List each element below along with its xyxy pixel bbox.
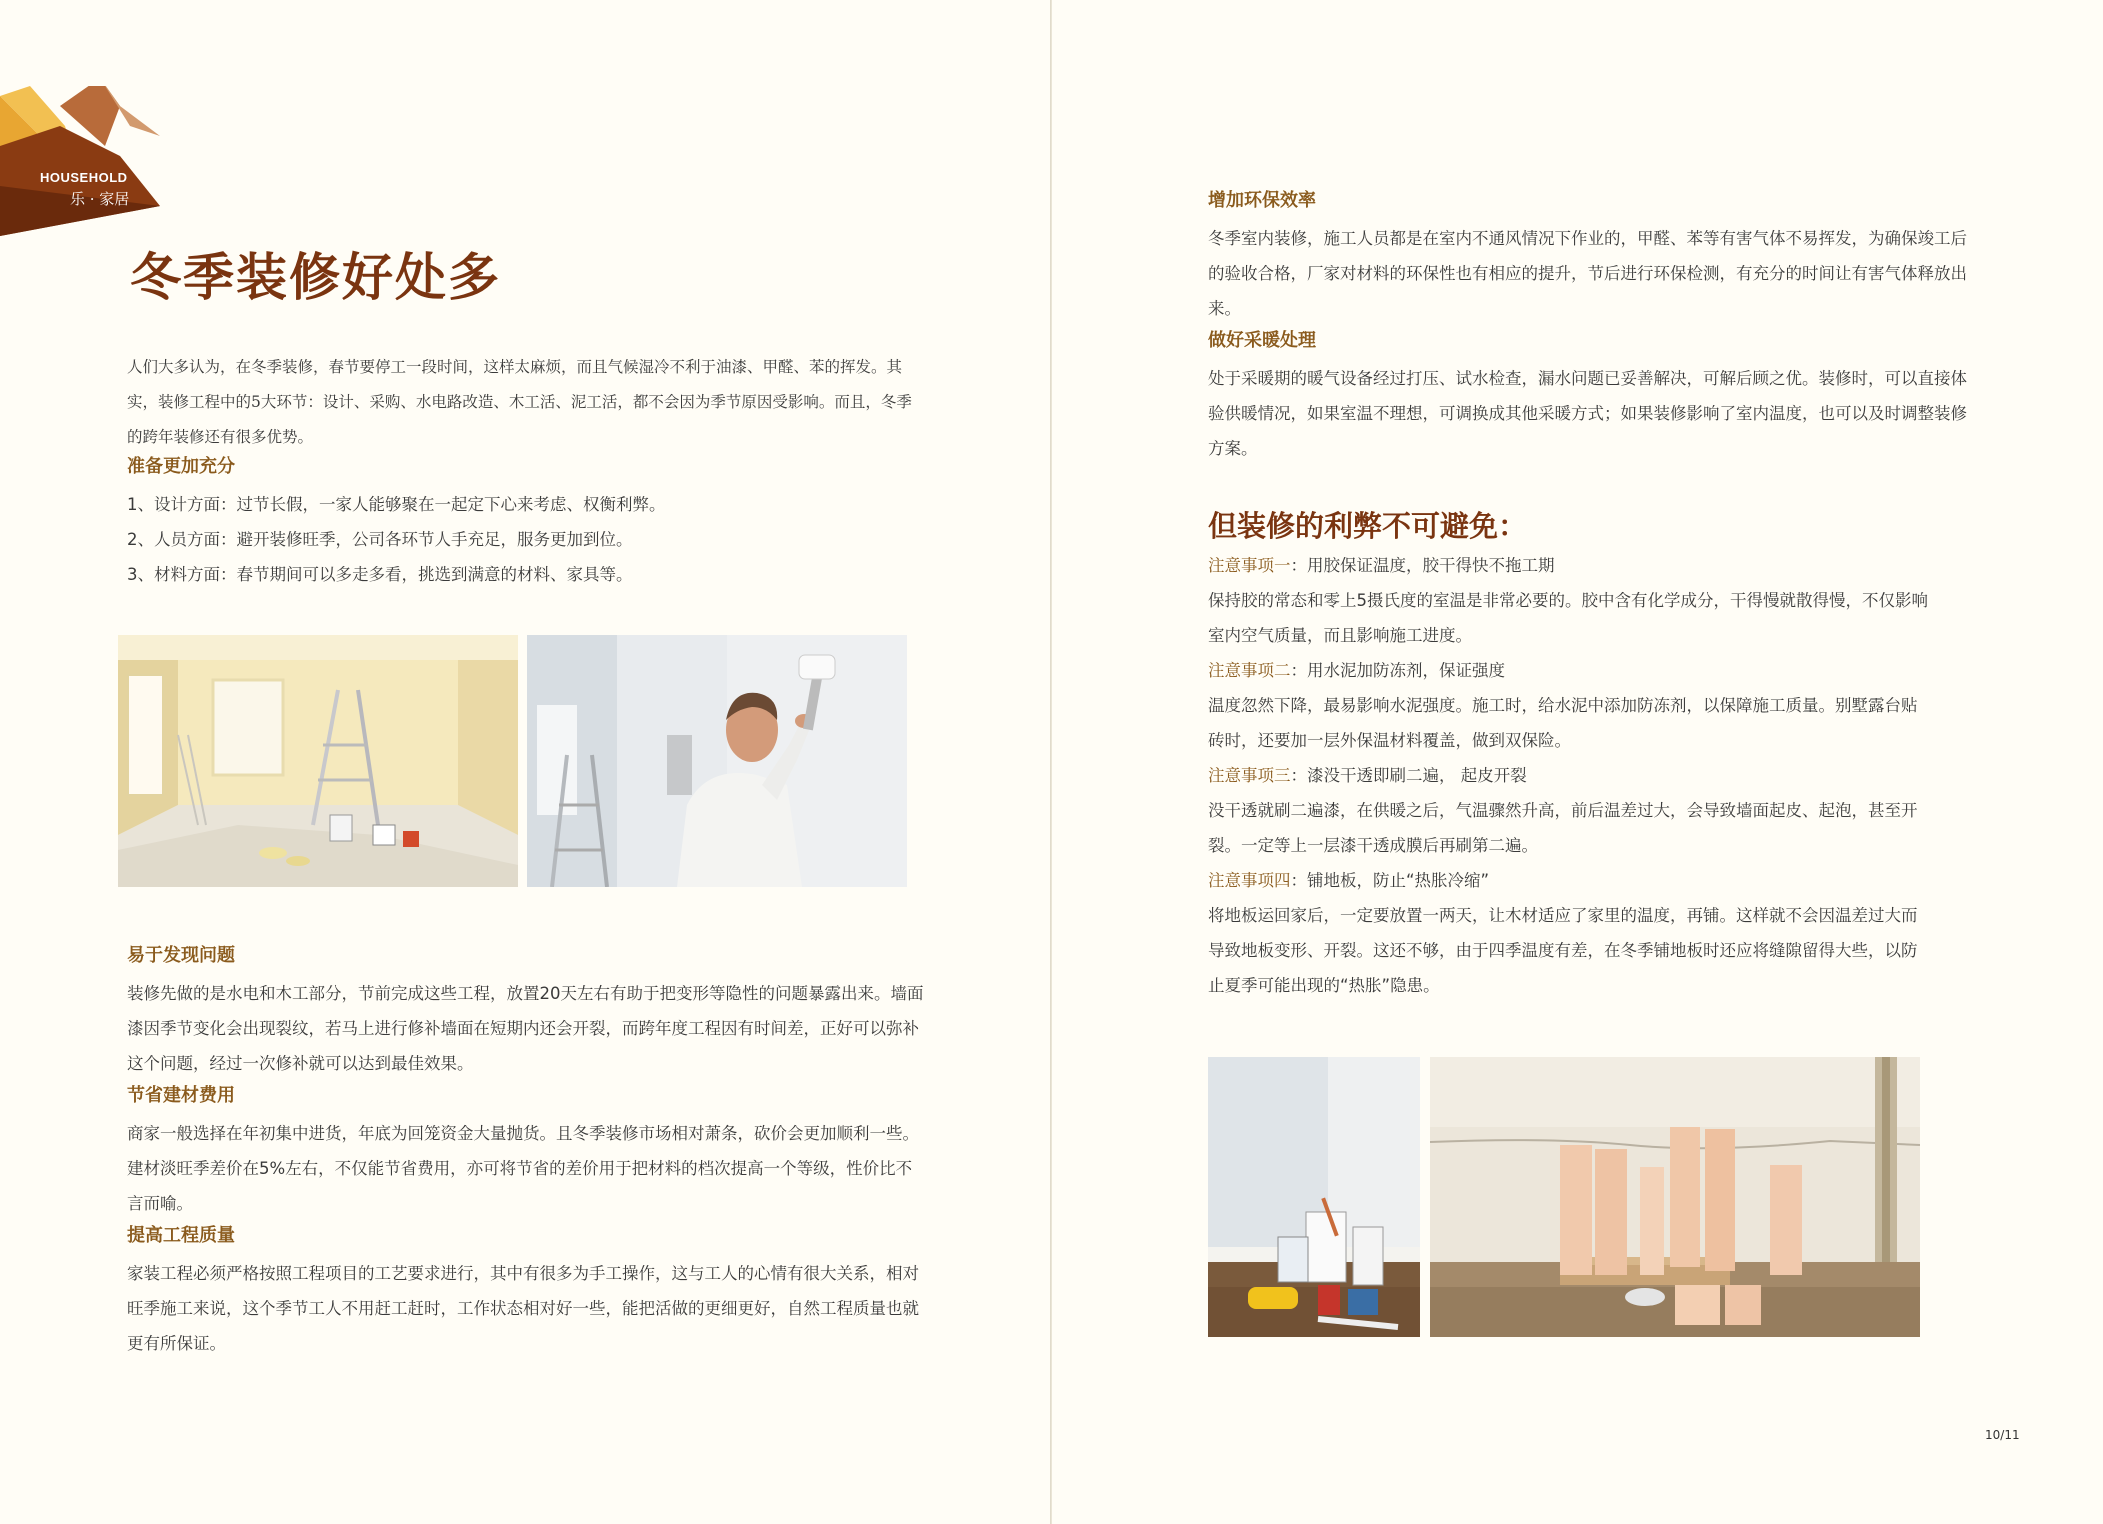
section-heading-find-problems: 易于发现问题 <box>127 945 235 966</box>
note-3-title <box>1208 758 1928 793</box>
note-3-title-text: ：漆没干透即刷二遍， 起皮开裂 <box>1290 766 1527 785</box>
note-1-label: 注意事项一 <box>1208 556 1291 575</box>
find-problems-paragraph: 装修先做的是水电和木工部分，节前完成这些工程，放置20天左右有助于把变形等隐性的问题暴露出来。墙面漆因季节变化会出现裂纹，若马上进行修补墙面在短期内还会开裂，而跨年度工程因有时间差，正好可以弥补这个问题，经过一次修补就可以达到最佳效果。 <box>127 984 924 1073</box>
note-4-label: 注意事项四 <box>1208 871 1291 890</box>
save-costs-paragraph: 商家一般选择在年初集中进货，年底为回笼资金大量抛货。且冬季装修市场相对萧条，砍价会更加顺利一些。建材淡旺季差价在5%左右，不仅能节省费用，亦可将节省的差价用于把材料的档次提高一个等级，性价比不言而喻。 <box>127 1124 919 1213</box>
note-4-title <box>1208 863 1928 898</box>
note-1-title-text: ：用胶保证温度，胶干得快不拖工期 <box>1290 556 1555 575</box>
note-3-label: 注意事项三 <box>1208 766 1291 785</box>
section-heading-heating: 做好采暖处理 <box>1208 330 1316 351</box>
section-heading-eco: 增加环保效率 <box>1208 190 1316 211</box>
prepare-item-design: 1、设计方面：过节长假，一家人能够聚在一起定下心来考虑、权衡利弊。 <box>127 495 666 514</box>
heating-paragraph: 处于采暖期的暖气设备经过打压、试水检查，漏水问题已妥善解决，可解后顾之优。装修时，可以直接体验供暖情况，如果室温不理想，可调换成其他采暖方式；如果装修影响了室内温度，也可以及时调整装修方案。 <box>1208 369 1967 458</box>
page-number: 10/11 <box>1985 1428 2020 1442</box>
page-title: 冬季装修好处多 <box>130 248 502 308</box>
photo-wooden-boards <box>1430 1057 1920 1337</box>
note-4-title-text: ：铺地板，防止“热胀冷缩” <box>1290 871 1490 890</box>
note-2-label: 注意事项二 <box>1208 661 1291 680</box>
eco-paragraph: 冬季室内装修，施工人员都是在室内不通风情况下作业的，甲醛、苯等有害气体不易挥发，为确保竣工后的验收合格，厂家对材料的环保性也有相应的提升，节后进行环保检测，有充分的时间让有害气体释放出来。 <box>1208 229 1967 318</box>
section-heading-quality: 提高工程质量 <box>127 1225 235 1246</box>
photo-man-painting <box>527 635 907 887</box>
left-page <box>0 0 1050 1524</box>
logo-text-cn: 乐 · 家居 <box>70 190 130 208</box>
note-2-text: 温度忽然下降，最易影响水泥强度。施工时，给水泥中添加防冻剂，以保障施工质量。别墅露台贴砖时，还要加一层外保温材料覆盖，做到双保险。 <box>1208 696 1918 750</box>
note-2-title <box>1208 653 1928 688</box>
logo-text-en: HOUSEHOLD <box>40 170 128 185</box>
household-logo <box>0 86 170 246</box>
quality-paragraph: 家装工程必须严格按照工程项目的工艺要求进行，其中有很多为手工操作，这与工人的心情有很大关系，相对旺季施工来说，这个季节工人不用赶工赶时，工作状态相对好一些，能把活做的更细更好，自然工程质量也就更有所保证。 <box>127 1264 919 1353</box>
photo-empty-room-ladder <box>118 635 518 887</box>
prepare-item-staff: 2、人员方面：避开装修旺季，公司各环节人手充足，服务更加到位。 <box>127 530 633 549</box>
note-1-text: 保持胶的常态和零上5摄氏度的室温是非常必要的。胶中含有化学成分，干得慢就散得慢，不仅影响室内空气质量，而且影响施工进度。 <box>1208 591 1928 645</box>
section-heading-save-costs: 节省建材费用 <box>127 1085 235 1106</box>
note-3-text: 没干透就刷二遍漆，在供暖之后，气温骤然升高，前后温差过大，会导致墙面起皮、起泡，甚至开裂。一定等上一层漆干透成膜后再刷第二遍。 <box>1208 801 1918 855</box>
prepare-item-materials: 3、材料方面：春节期间可以多走多看，挑选到满意的材料、家具等。 <box>127 565 633 584</box>
section-heading-prepare: 准备更加充分 <box>127 456 235 477</box>
note-2-title-text: ：用水泥加防冻剂，保证强度 <box>1290 661 1505 680</box>
note-4-text: 将地板运回家后，一定要放置一两天，让木材适应了家里的温度，再铺。这样就不会因温差过大而导致地板变形、开裂。这还不够，由于四季温度有差，在冬季铺地板时还应将缝隙留得大些，以防止夏季可能出现的“热胀”隐患。 <box>1208 906 1918 995</box>
note-1-title <box>1208 548 1928 583</box>
intro-paragraph: 人们大多认为，在冬季装修，春节要停工一段时间，这样太麻烦，而且气候湿冷不利于油漆、甲醛、苯的挥发。其实，装修工程中的5大环节：设计、采购、水电路改造、木工活、泥工活，都不会因为季节原因受影响。而且，冬季的跨年装修还有很多优势。 <box>127 358 912 446</box>
photo-paint-supplies <box>1208 1057 1420 1337</box>
pros-cons-heading: 但装修的利弊不可避免： <box>1208 509 1528 543</box>
